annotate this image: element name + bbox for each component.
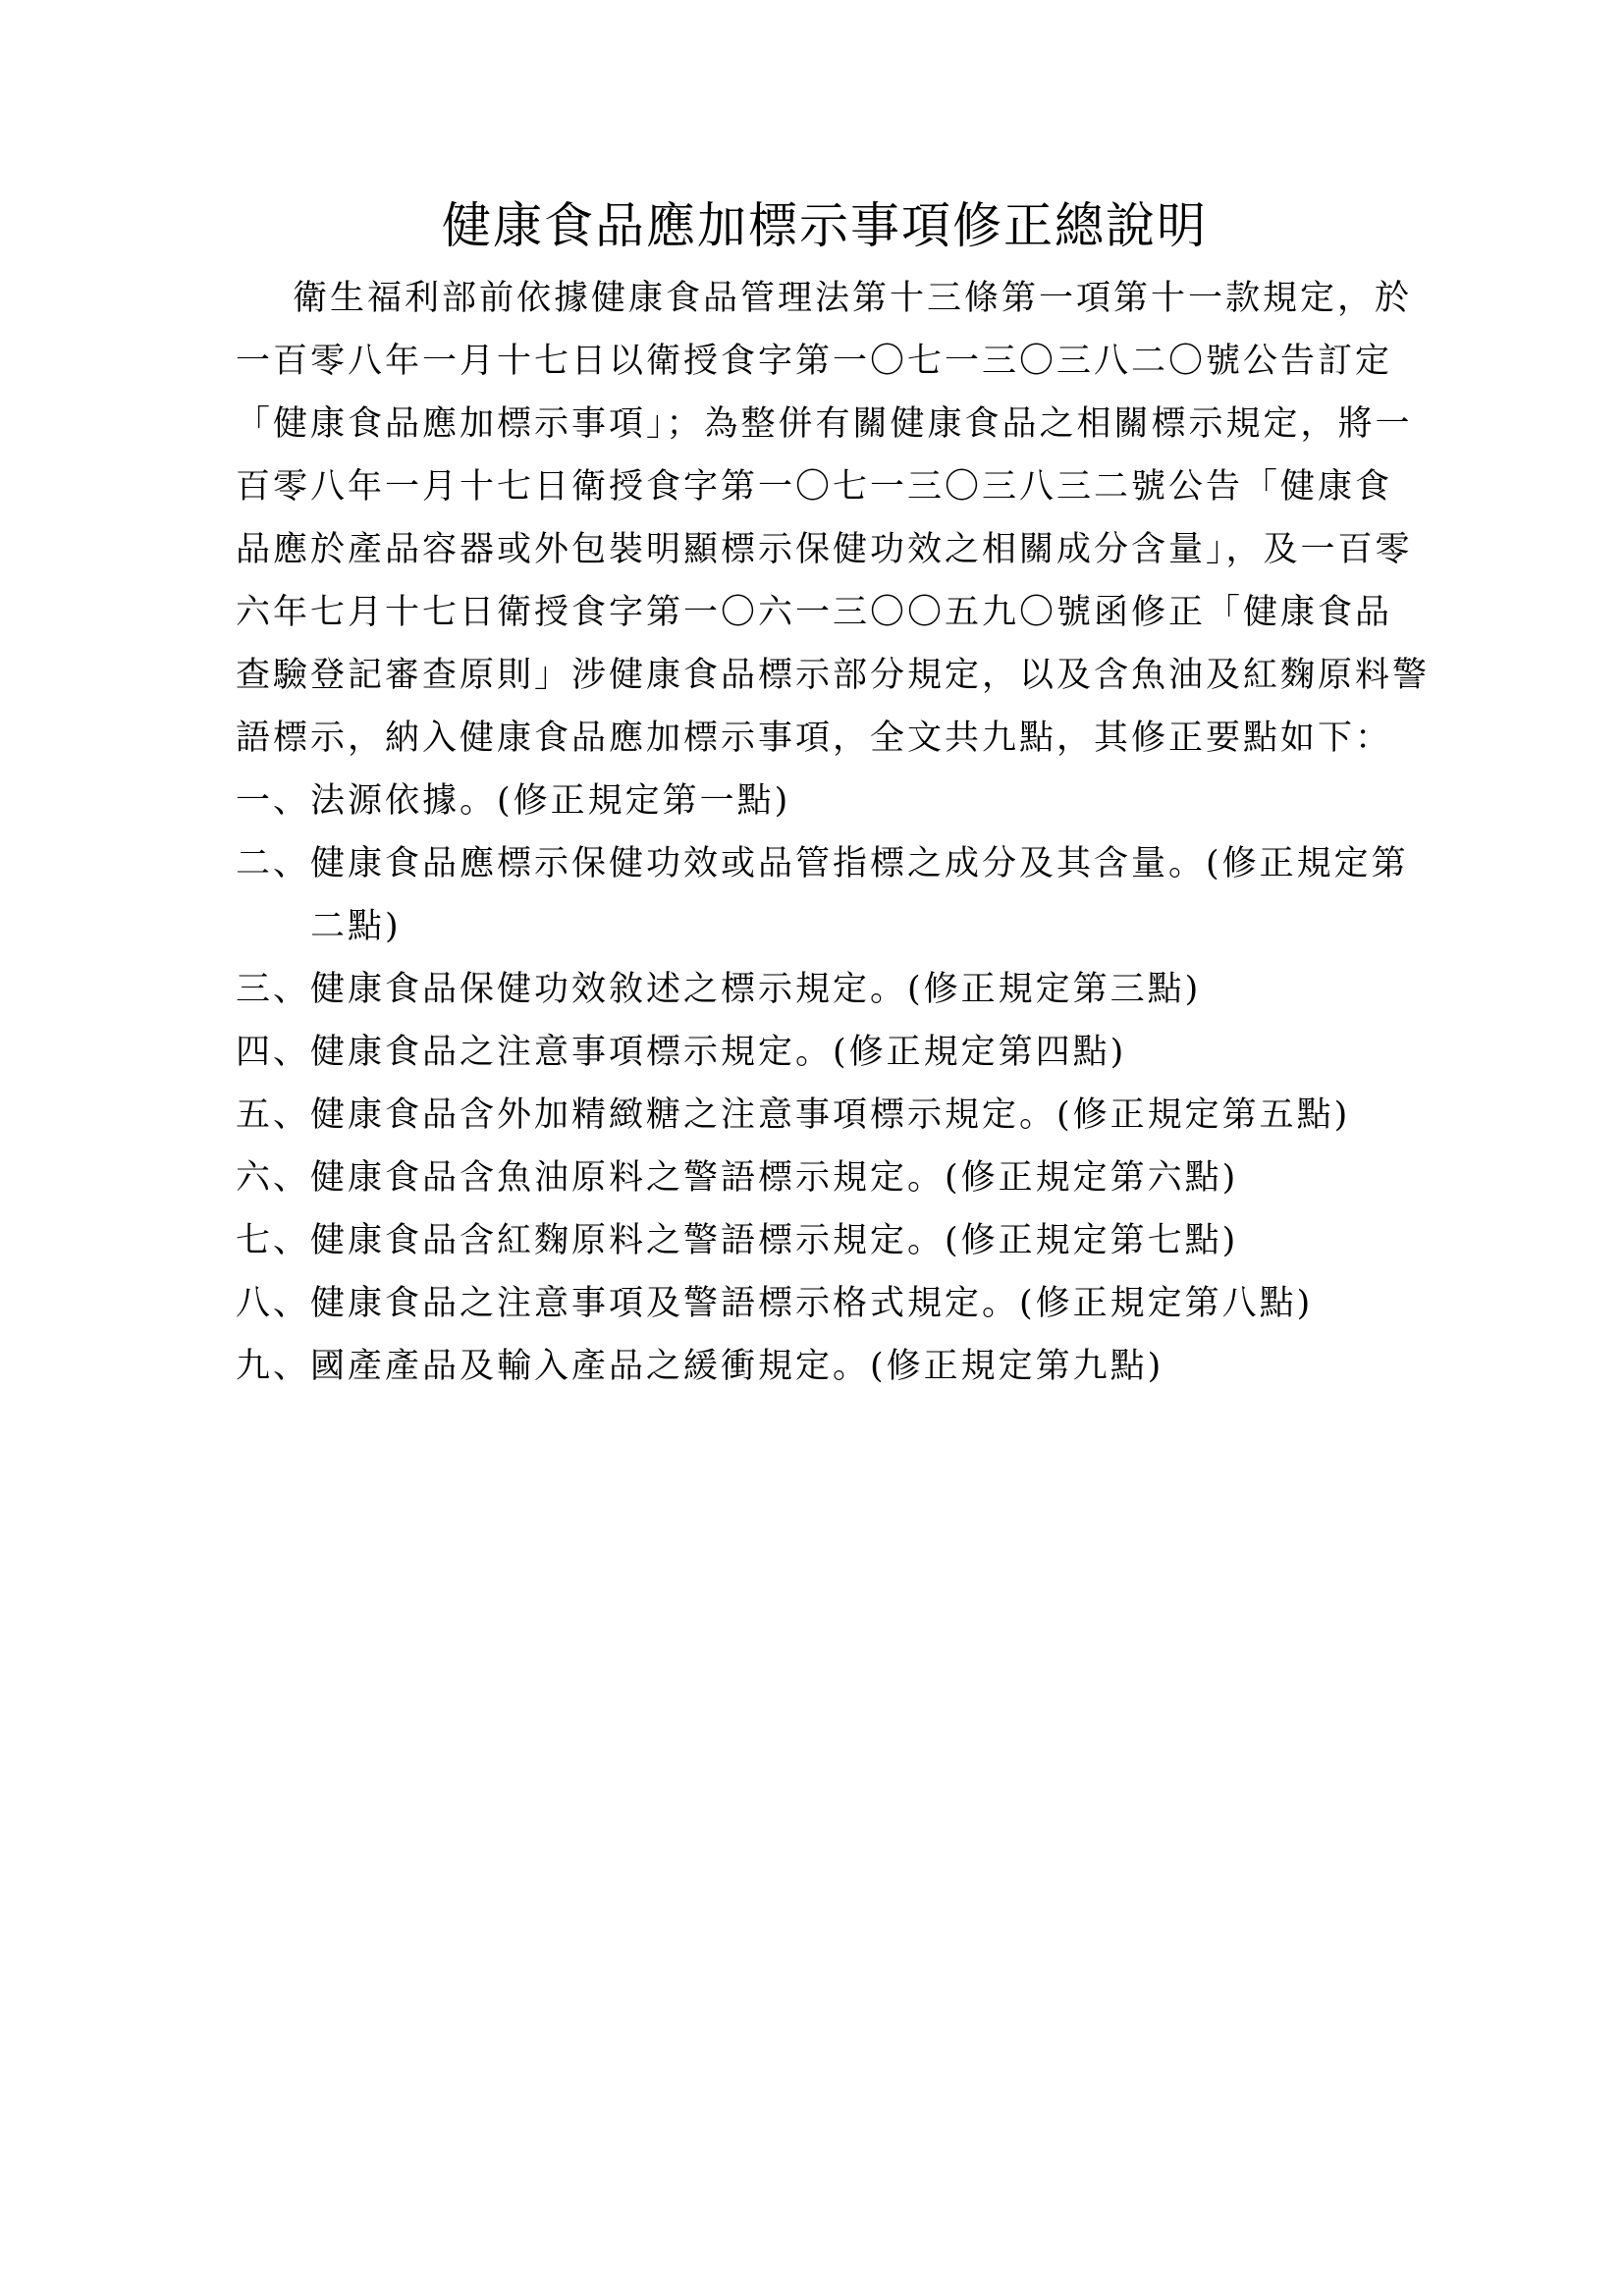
list-item-text: 健康食品含紅麴原料之警語標示規定。(修正規定第七點) — [310, 1221, 1239, 1260]
list-item-marker: 六、 — [236, 1158, 311, 1198]
list-item-text: 健康食品含外加精緻糖之注意事項標示規定。(修正規定第五點) — [310, 1095, 1351, 1135]
list-item — [236, 1094, 1443, 1137]
document-title: 健康食品應加標示事項修正總說明 — [442, 197, 1208, 254]
list-item-marker: 五、 — [236, 1095, 311, 1135]
paragraph-line: 「健康食品應加標示事項」；為整併有關健康食品之相關標示規定，將一 — [236, 404, 1413, 444]
list-item — [236, 842, 1443, 885]
list-item — [236, 1031, 1443, 1074]
list-item-text: 法源依據。(修正規定第一點) — [310, 781, 791, 821]
list-item-text: 國產產品及輸入產品之緩衝規定。(修正規定第九點) — [310, 1347, 1164, 1386]
list-item-marker: 四、 — [236, 1033, 311, 1072]
list-item-marker: 七、 — [236, 1221, 311, 1260]
list-item — [236, 1219, 1443, 1262]
list-item — [236, 1282, 1443, 1325]
paragraph-line: 六年七月十七日衛授食字第一〇六一三〇〇五九〇號函修正「健康食品 — [236, 593, 1393, 632]
list-item-continuation: 二點) — [310, 907, 402, 946]
list-item-text: 健康食品保健功效敘述之標示規定。(修正規定第三點) — [310, 970, 1202, 1009]
list-item-text: 健康食品應標示保健功效或品管指標之成分及其含量。(修正規定第 — [310, 844, 1409, 883]
list-item-text: 健康食品含魚油原料之警語標示規定。(修正規定第六點) — [310, 1158, 1239, 1198]
paragraph-line: 查驗登記審查原則」涉健康食品標示部分規定，以及含魚油及紅麴原料警 — [236, 656, 1431, 695]
paragraph-line: 衛生福利部前依據健康食品管理法第十三條第一項第十一款規定，於 — [293, 279, 1413, 318]
list-item — [236, 1156, 1443, 1200]
list-item-marker: 一、 — [236, 781, 311, 821]
list-item-text: 健康食品之注意事項及警語標示格式規定。(修正規定第八點) — [310, 1284, 1314, 1323]
list-item — [236, 1345, 1443, 1388]
list-item-text: 健康食品之注意事項標示規定。(修正規定第四點) — [310, 1033, 1127, 1072]
list-item — [236, 968, 1443, 1011]
list-item-marker: 八、 — [236, 1284, 311, 1323]
list-item-marker: 九、 — [236, 1347, 311, 1386]
paragraph-line: 一百零八年一月十七日以衛授食字第一〇七一三〇三八二〇號公告訂定 — [236, 342, 1393, 381]
list-item — [236, 779, 1443, 823]
paragraph-line: 語標示，納入健康食品應加標示事項，全文共九點，其修正要點如下： — [236, 719, 1393, 758]
list-item-marker: 二、 — [236, 844, 311, 883]
paragraph-line: 百零八年一月十七日衛授食字第一〇七一三〇三八三二號公告「健康食 — [236, 467, 1393, 507]
list-item-marker: 三、 — [236, 970, 311, 1009]
paragraph-line: 品應於產品容器或外包裝明顯標示保健功效之相關成分含量」，及一百零 — [236, 530, 1413, 569]
